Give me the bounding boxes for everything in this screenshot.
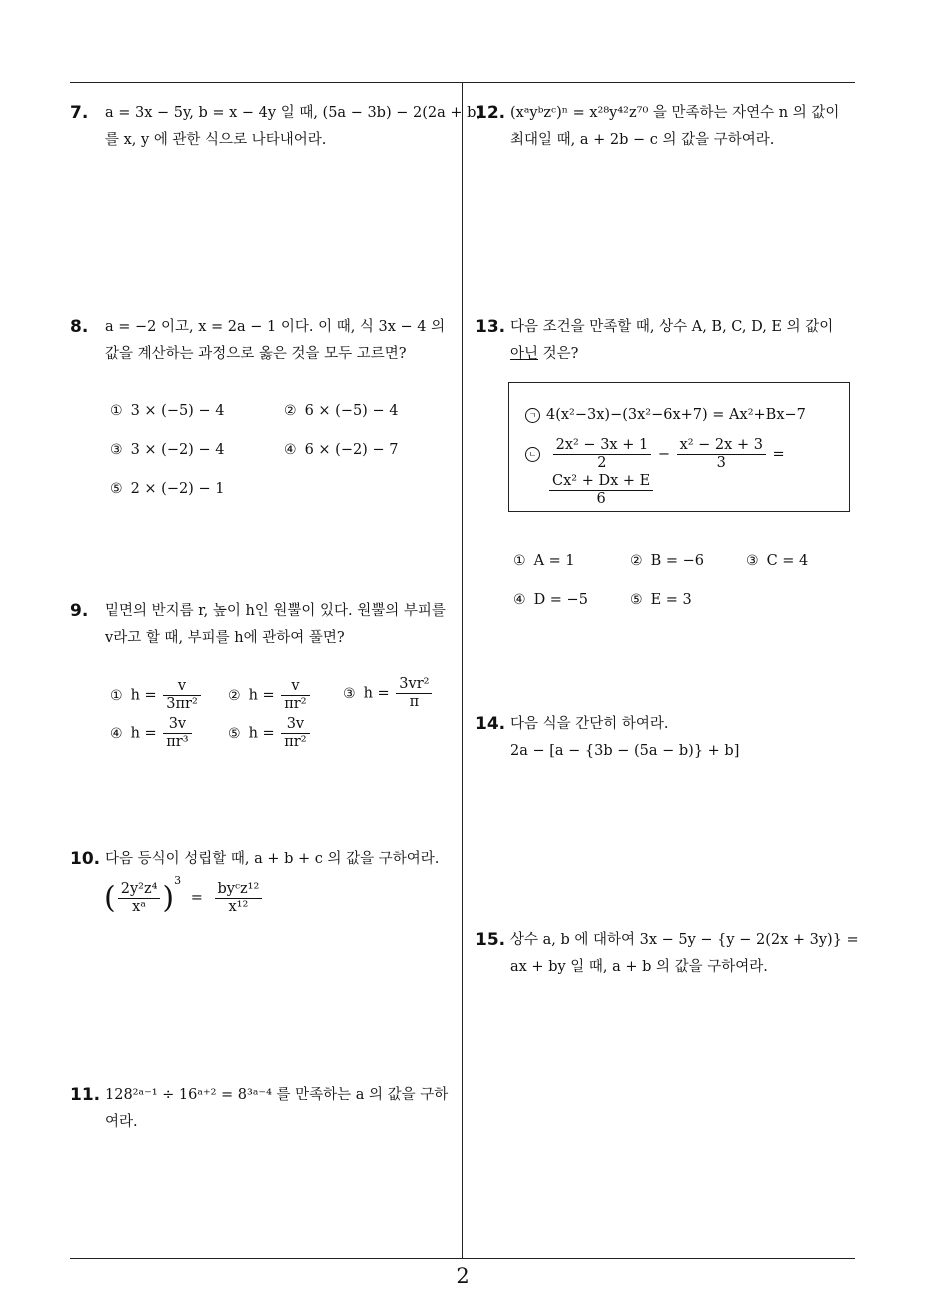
choice-4[interactable]: ④ 6 × (−2) − 7: [284, 442, 399, 458]
question-number: 13.: [475, 317, 506, 337]
stem-line: 를 x, y 에 관한 식으로 나타내어라.: [105, 132, 327, 148]
stem-line: 밑면의 반지름 r, 높이 h인 원뿔이 있다. 원뿔의 부피를: [105, 603, 446, 619]
condition-1: ㄱ 4(x²−3x)−(3x²−6x+7) = Ax²+Bx−7: [525, 407, 806, 423]
fraction: $\frac{3v}{\text{πr²}}$: [281, 716, 309, 751]
choice-2[interactable]: ② B = −6: [630, 553, 704, 569]
stem-line: 최대일 때, a + 2b − c 의 값을 구하여라.: [510, 132, 775, 148]
question-9: [70, 598, 460, 658]
stem-line: 다음 조건을 만족할 때, 상수 A, B, C, D, E 의 값이: [510, 319, 834, 335]
question-14: [475, 711, 860, 771]
choice-1[interactable]: ① 3 × (−5) − 4: [110, 403, 225, 419]
condition-box: [508, 382, 850, 512]
fraction: $\frac{v}{\text{3πr²}}$: [163, 678, 201, 713]
question-number: 8.: [70, 317, 89, 337]
stem-line: 상수 a, b 에 대하여 3x − 5y − {y − 2(2x + 3y)} =: [510, 932, 859, 948]
question-stem: [105, 1082, 460, 1136]
question-stem: [105, 100, 483, 154]
fraction: $\frac{\text{byᶜz¹²}}{\text{x¹²}}$: [215, 881, 263, 916]
condition-2-rhs: [547, 473, 655, 508]
question-number: 12.: [475, 103, 506, 123]
stem-line: a = 3x − 5y, b = x − 4y 일 때, (5a − 3b) − 2(2a + b): [105, 105, 483, 121]
stem-line: v라고 할 때, 부피를 h에 관하여 풀면?: [105, 630, 345, 646]
circled-marker: ㄱ: [525, 408, 540, 423]
choice-4[interactable]: ④ D = −5: [513, 592, 588, 608]
question-8: [70, 314, 460, 374]
column-divider: [462, 83, 463, 1258]
condition-2: ㄴ $\frac{\text{2x² − 3x + 1}}{2}$ − $\frac{\text{x² − 2x + 3}}{3}$ =: [525, 437, 785, 472]
question-number: 7.: [70, 103, 89, 123]
choice-5[interactable]: ⑤ 2 × (−2) − 1: [110, 481, 225, 497]
circled-marker: ㄴ: [525, 447, 540, 462]
stem-line: (xᵃyᵇzᶜ)ⁿ = x²⁸y⁴²z⁷⁰ 을 만족하는 자연수 n 의 값이: [510, 105, 840, 121]
fraction: $\frac{v}{\text{πr²}}$: [281, 678, 309, 713]
stem-line: 아닌 것은?: [510, 346, 579, 362]
question-number: 14.: [475, 714, 506, 734]
fraction: $\frac{\text{2x² − 3x + 1}}{2}$: [553, 437, 652, 472]
question-15: [475, 927, 860, 987]
fraction: $\frac{\text{3vr²}}{\pi}$: [396, 676, 432, 711]
question-10: [70, 846, 460, 876]
stem-line: 128²ᵃ⁻¹ ÷ 16ᵃ⁺² = 8³ᵃ⁻⁴ 를 만족하는 a 의 값을 구하: [105, 1087, 449, 1103]
question-number: 15.: [475, 930, 506, 950]
emphasis-underline: 아닌: [510, 346, 539, 362]
fraction: $\frac{3v}{\text{πr³}}$: [163, 716, 191, 751]
question-13: [475, 314, 860, 374]
bottom-rule: [70, 1258, 855, 1259]
question-12: [475, 100, 860, 160]
choice-1[interactable]: ① A = 1: [513, 553, 575, 569]
stem-line: 다음 등식이 성립할 때, a + b + c 의 값을 구하여라.: [105, 851, 440, 867]
question-stem: [510, 314, 860, 368]
choice-5[interactable]: ⑤ E = 3: [630, 592, 692, 608]
page-number: 2: [456, 1264, 470, 1288]
question-11: [70, 1082, 460, 1142]
fraction: $\frac{\text{Cx² + Dx + E}}{6}$: [549, 473, 653, 508]
stem-line: ax + by 일 때, a + b 의 값을 구하여라.: [510, 959, 768, 975]
choice-5[interactable]: ⑤ h = $\frac{3v}{\text{πr²}}$: [228, 716, 312, 751]
question-7: [70, 100, 483, 160]
choice-3[interactable]: ③ 3 × (−2) − 4: [110, 442, 225, 458]
choice-1[interactable]: ① h = $\frac{v}{\text{3πr²}}$: [110, 678, 203, 713]
question-stem: [105, 846, 460, 873]
stem-line: 2a − [a − {3b − (5a − b)} + b]: [510, 743, 740, 759]
choice-3[interactable]: ③ C = 4: [746, 553, 809, 569]
fraction: $\frac{\text{x² − 2x + 3}}{3}$: [677, 437, 766, 472]
question-stem: [510, 927, 860, 981]
question-stem: [510, 711, 860, 765]
exponent: 3: [174, 874, 182, 887]
choice-2[interactable]: ② h = $\frac{v}{\text{πr²}}$: [228, 678, 312, 713]
question-stem: [105, 314, 460, 368]
stem-line: 값을 계산하는 과정으로 옳은 것을 모두 고르면?: [105, 346, 407, 362]
choice-3[interactable]: ③ h = $\frac{\text{3vr²}}{\pi}$: [343, 676, 434, 711]
question-number: 10.: [70, 849, 101, 869]
question-stem: [510, 100, 860, 154]
stem-line: 여라.: [105, 1114, 138, 1130]
choice-2[interactable]: ② 6 × (−5) − 4: [284, 403, 399, 419]
question-number: 11.: [70, 1085, 101, 1105]
question-stem: [105, 598, 460, 652]
choice-4[interactable]: ④ h = $\frac{3v}{\text{πr³}}$: [110, 716, 194, 751]
fraction: $\frac{\text{2y²z⁴}}{\text{xᵃ}}$: [118, 881, 161, 916]
stem-line: a = −2 이고, x = 2a − 1 이다. 이 때, 식 3x − 4 의: [105, 319, 446, 335]
stem-line: 다음 식을 간단히 하여라.: [510, 716, 669, 732]
equation: ( $\frac{\text{2y²z⁴}}{\text{xᵃ}}$ )$^3$ = $\frac{\text{byᶜz¹²}}{\text{x¹²}}$: [104, 874, 264, 916]
question-number: 9.: [70, 601, 89, 621]
